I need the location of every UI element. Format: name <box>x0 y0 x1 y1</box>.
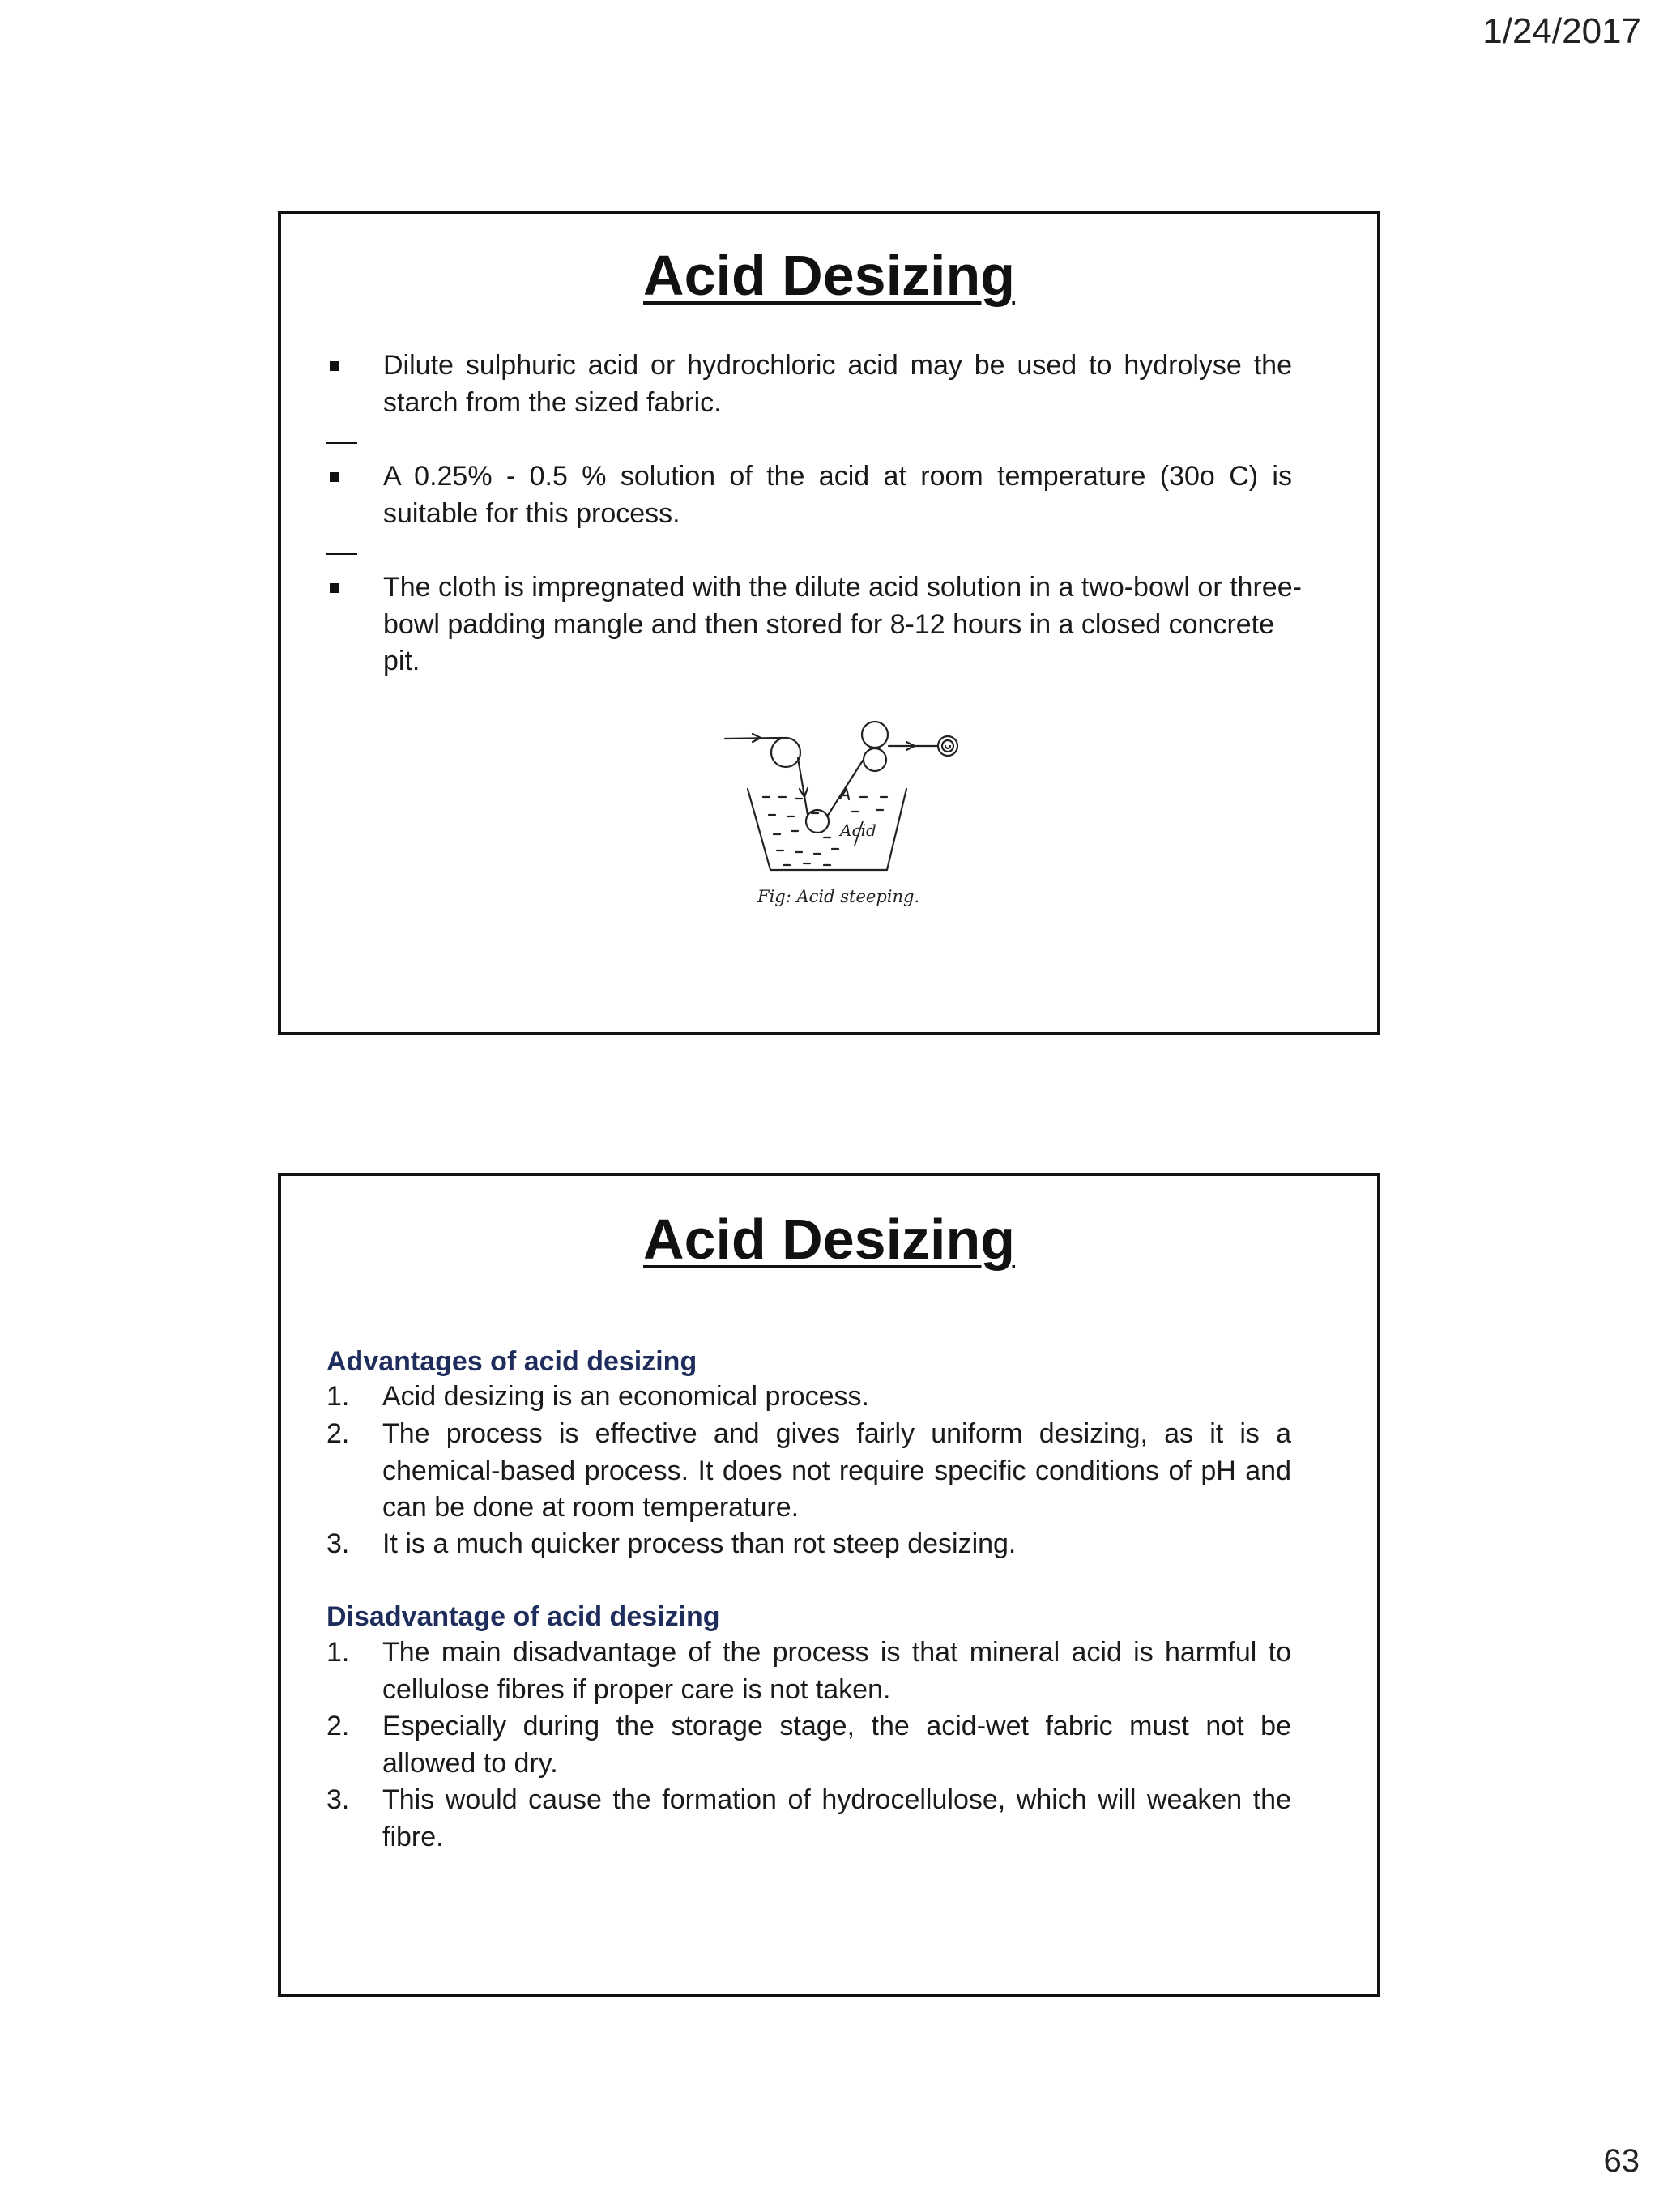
bullet-text: Dilute sulphuric acid or hydrochloric acid may be used to hydrolyse the starch from the sized fabric. <box>383 350 1292 418</box>
page-number: 63 <box>1603 2143 1640 2179</box>
dash-divider <box>326 442 357 444</box>
list-number: 3. <box>326 1528 350 1559</box>
bullet-text: The cloth is impregnated with the dilute acid solution in a two-bowl or three-bowl padding mangle and then stored for 8-12 hours in a closed concrete pit. <box>383 572 1302 676</box>
list-number: 1. <box>326 1381 350 1412</box>
advantage-item: It is a much quicker process than rot steep desizing. <box>382 1528 1017 1559</box>
dash-divider <box>326 553 357 555</box>
page-date: 1/24/2017 <box>1482 11 1641 51</box>
advantages-heading: Advantages of acid desizing <box>326 1346 697 1377</box>
disadvantage-item: This would cause the formation of hydrocellulose, which will weaken the fibre. <box>382 1784 1291 1852</box>
advantage-item: Acid desizing is an economical process. <box>382 1381 869 1412</box>
disadvantages-heading: Disadvantage of acid desizing <box>326 1601 720 1632</box>
slide-acid-desizing-pros-cons <box>278 1173 1380 1997</box>
acid-steeping-diagram <box>719 716 986 927</box>
disadvantage-item: The main disadvantage of the process is that mineral acid is harmful to cellulose fibres if proper care is not taken. <box>382 1637 1291 1705</box>
advantage-item: The process is effective and gives fairly uniform desizing, as it is a chemical-based process. It does not require specific conditions of pH and can be done at room temperature. <box>382 1418 1291 1523</box>
bullet-square-icon <box>330 361 339 371</box>
bullet-square-icon <box>330 583 339 593</box>
slide-acid-desizing-process <box>278 211 1380 1035</box>
figure-bath-label: Acid <box>840 820 876 840</box>
slide-title: Acid Desizing <box>643 244 1015 307</box>
bullet-square-icon <box>330 472 339 482</box>
figure-caption: Fig: Acid steeping. <box>757 887 920 906</box>
bullet-text: A 0.25% - 0.5 % solution of the acid at room temperature (30o C) is suitable for this process. <box>383 461 1292 529</box>
slide-title: Acid Desizing <box>643 1208 1015 1271</box>
list-number: 2. <box>326 1711 350 1741</box>
list-number: 2. <box>326 1418 350 1449</box>
disadvantage-item: Especially during the storage stage, the acid-wet fabric must not be allowed to dry. <box>382 1711 1291 1779</box>
acid-steeping-figure <box>719 716 986 927</box>
list-number: 1. <box>326 1637 350 1668</box>
list-number: 3. <box>326 1784 350 1815</box>
